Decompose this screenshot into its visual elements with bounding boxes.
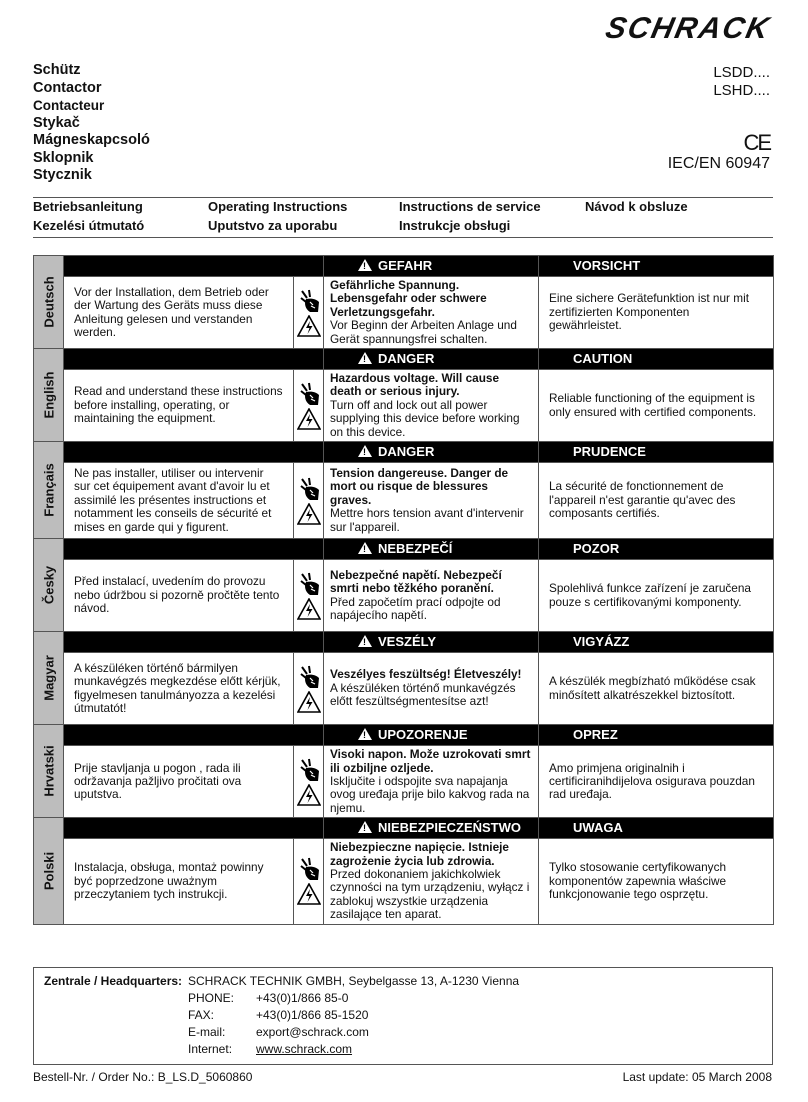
high-voltage-icon — [294, 503, 323, 525]
headquarters-box — [33, 967, 773, 1065]
caution-title: OPREZ — [573, 727, 618, 743]
header-bar — [64, 349, 324, 370]
danger-instruction: A készüléken történő munkavégzés előtt feszültségmentesítse azt! — [330, 680, 516, 709]
caution-title: VORSICHT — [573, 258, 641, 274]
fax-label: FAX: — [188, 1008, 215, 1022]
product-name: Stycznik — [33, 167, 92, 183]
hazard-icons — [294, 463, 324, 539]
language-label: English — [40, 371, 56, 419]
caution-header — [539, 539, 774, 560]
language-label: Česky — [40, 565, 56, 605]
danger-text-cell — [324, 746, 539, 818]
hand-electric-icon — [294, 477, 323, 501]
caution-title: VIGYÁZZ — [573, 634, 630, 650]
hand-electric-icon — [294, 382, 323, 406]
hazard-icons — [294, 653, 324, 725]
fax-value: +43(0)1/866 85-1520 — [256, 1008, 369, 1022]
hand-electric-icon — [294, 572, 323, 596]
hand-electric-icon — [294, 665, 323, 689]
danger-text-cell — [324, 370, 539, 442]
danger-title: DANGER — [378, 444, 435, 460]
last-update: Last update: 05 March 2008 — [622, 1070, 772, 1084]
high-voltage-icon — [294, 598, 323, 620]
company-address: SCHRACK TECHNIK GMBH, Seybelgasse 13, A-1230 Vienna — [188, 974, 520, 988]
intro-text: Ne pas installer, utiliser ou intervenir sur cet équipement avant d'avoir lu et assimilé les présentes instructions et notamment les conseils de sécurité et mises en garde qui y figurent. — [64, 463, 294, 539]
language-label: Français — [40, 463, 56, 517]
header-bar — [64, 632, 324, 653]
hazard-icons — [294, 746, 324, 818]
model-number: LSDD.... — [713, 64, 770, 81]
caution-title: UWAGA — [573, 820, 623, 836]
danger-instruction: Vor Beginn der Arbeiten Anlage und Gerät spannungsfrei schalten. — [330, 318, 517, 346]
phone-label: PHONE: — [188, 991, 235, 1005]
language-label-cell — [34, 256, 64, 349]
danger-title: UPOZORENJE — [378, 727, 468, 743]
language-label: Deutsch — [40, 276, 56, 328]
danger-title: NEBEZPEČÍ — [378, 541, 453, 557]
product-name: Sklopnik — [33, 149, 94, 166]
danger-header — [324, 349, 539, 370]
warning-icon — [358, 352, 372, 364]
intro-text: Instalacja, obsługa, montaż powinny być poprzedzone uważnym przeczytaniem tych instrukcji. — [64, 839, 294, 924]
safety-table — [33, 255, 774, 925]
danger-header — [324, 725, 539, 746]
intro-text: Prije stavljanja u pogon , rada ili održavanja pažljivo pročitati ova uputstva. — [64, 746, 294, 818]
language-label-cell — [34, 818, 64, 924]
hazard-icons — [294, 277, 324, 349]
language-label: Magyar — [40, 655, 56, 701]
language-label-cell — [34, 442, 64, 539]
model-numbers — [713, 64, 770, 100]
ce-mark: CE — [743, 130, 770, 155]
danger-header — [324, 818, 539, 839]
language-label-cell — [34, 539, 64, 632]
caution-title: PRUDENCE — [573, 444, 646, 460]
header-bar — [64, 818, 324, 839]
warning-icon — [358, 635, 372, 647]
danger-warning: Niebezpieczne napięcie. Istnieje zagrożenie życia lub zdrowia. — [330, 840, 509, 868]
high-voltage-icon — [294, 315, 323, 337]
hazard-icons — [294, 839, 324, 924]
hand-electric-icon — [294, 289, 323, 313]
model-number: LSHD.... — [713, 82, 770, 99]
language-label: Polski — [40, 851, 56, 890]
danger-title: GEFAHR — [378, 258, 433, 274]
language-label-cell — [34, 725, 64, 818]
danger-instruction: Isključite i odspojite sva napajanja ovog uređaja prije bilo kakvog rada na njemu. — [330, 773, 530, 815]
danger-header — [324, 256, 539, 277]
headquarters-label: Zentrale / Headquarters: — [44, 974, 183, 988]
language-label: Hrvatski — [40, 745, 56, 797]
caution-title: POZOR — [573, 541, 620, 557]
danger-instruction: Przed dokonaniem jakichkolwiek czynności na tym urządzeniu, wyłącz i zablokuj wszystkie urządzenia zasilające ten aparat. — [330, 866, 530, 922]
instructions-title: Instrukcje obsługi — [399, 218, 511, 233]
product-name: Mágneskapcsoló — [33, 132, 150, 148]
danger-title: VESZÉLY — [378, 634, 437, 650]
email-label: E-mail: — [188, 1025, 226, 1039]
header-bar — [64, 725, 324, 746]
product-name: Contacteur — [33, 98, 105, 113]
danger-title: DANGER — [378, 351, 435, 367]
standard-label: IEC/EN 60947 — [667, 155, 770, 172]
caution-header — [539, 349, 774, 370]
warning-icon — [358, 445, 372, 457]
caution-text: Tylko stosowanie certyfikowanych komponentów zapewnia właściwe funkcjonowanie tego osprzętu. — [539, 839, 774, 924]
danger-text-cell — [324, 653, 539, 725]
danger-warning: Gefährliche Spannung. Lebensgefahr oder schwere Verletzungsgefahr. — [330, 278, 487, 319]
danger-text-cell — [324, 463, 539, 539]
intro-text: Vor der Installation, dem Betrieb oder der Wartung des Geräts muss diese Anleitung gelesen und verstanden werden. — [64, 277, 294, 349]
danger-warning: Nebezpečné napětí. Nebezpečí smrti nebo těžkého poranění. — [330, 567, 502, 596]
hazard-icons — [294, 370, 324, 442]
high-voltage-icon — [294, 408, 323, 430]
warning-icon — [358, 542, 372, 554]
danger-instruction: Mettre hors tension avant d'intervenir sur l'appareil. — [330, 506, 524, 534]
intro-text: Read and understand these instructions before installing, operating, or maintaining the equipment. — [64, 370, 294, 442]
order-number: Bestell-Nr. / Order No.: B_LS.D_5060860 — [33, 1070, 253, 1084]
caution-text: Reliable functioning of the equipment is only ensured with certified components. — [539, 370, 774, 442]
product-names — [33, 62, 150, 185]
product-name: Contactor — [33, 79, 102, 96]
high-voltage-icon — [294, 691, 323, 713]
high-voltage-icon — [294, 883, 323, 905]
header-bar — [64, 442, 324, 463]
caution-text: Spolehlivá funkce zařízení je zaručena pouze s certifikovanými komponenty. — [539, 560, 774, 632]
language-label-cell — [34, 632, 64, 725]
warning-icon — [358, 728, 372, 740]
danger-text-cell — [324, 560, 539, 632]
product-name: Stykač — [33, 114, 80, 131]
email-value: export@schrack.com — [256, 1025, 369, 1039]
hazard-icons — [294, 560, 324, 632]
caution-header — [539, 256, 774, 277]
intro-text: Před instalací, uvedením do provozu nebo údržbou si pozorně pročtěte tento návod. — [64, 560, 294, 632]
danger-title: NIEBEZPIECZEŃSTWO — [378, 820, 522, 836]
language-label-cell — [34, 349, 64, 442]
hand-electric-icon — [294, 857, 323, 881]
product-name: Schütz — [33, 62, 81, 78]
danger-instruction: Před započetím prací odpojte od napájecího napětí. — [330, 594, 501, 622]
danger-text-cell — [324, 839, 539, 924]
instructions-title: Uputstvo za uporabu — [208, 218, 338, 233]
divider — [33, 237, 773, 238]
danger-header — [324, 442, 539, 463]
internet-label: Internet: — [188, 1042, 233, 1056]
caution-header — [539, 632, 774, 653]
caution-text: Eine sichere Gerätefunktion ist nur mit zertifizierten Komponenten gewährleistet. — [539, 277, 774, 349]
intro-text: A készüléken történő bármilyen munkavégzés megkezdése előtt kérjük, figyelmesen tanulmányozza a kezelési útmutatót! — [64, 653, 294, 725]
caution-title: CAUTION — [573, 351, 633, 367]
instructions-title: Kezelési útmutató — [33, 218, 145, 233]
danger-instruction: Turn off and lock out all power supplying this device before working on this device. — [330, 397, 520, 439]
danger-warning: Veszélyes feszültség! Életveszély! — [330, 667, 522, 682]
instructions-title: Návod k obsluze — [585, 199, 688, 214]
warning-icon — [358, 259, 372, 271]
header-bar — [64, 539, 324, 560]
divider — [33, 197, 773, 198]
caution-text: La sécurité de fonctionnement de l'appareil n'est garantie qu'avec des composants certifiés. — [539, 463, 774, 539]
caution-text: A készülék megbízható működése csak minősített alkatrészekkel biztosított. — [539, 653, 774, 725]
instructions-title: Instructions de service — [399, 199, 541, 214]
danger-header — [324, 539, 539, 560]
danger-text-cell — [324, 277, 539, 349]
caution-header — [539, 725, 774, 746]
danger-warning: Tension dangereuse. Danger de mort ou risque de blessures graves. — [330, 466, 509, 507]
caution-header — [539, 442, 774, 463]
hand-electric-icon — [294, 758, 323, 782]
website-link[interactable]: www.schrack.com — [256, 1042, 353, 1056]
high-voltage-icon — [294, 784, 323, 806]
caution-text: Amo primjena originalnih i certificiranihdijelova osigurava pouzdan rad uređaja. — [539, 746, 774, 818]
instructions-title: Betriebsanleitung — [33, 199, 143, 214]
caution-header — [539, 818, 774, 839]
danger-header — [324, 632, 539, 653]
danger-warning: Hazardous voltage. Will cause death or serious injury. — [330, 371, 500, 399]
header-bar — [64, 256, 324, 277]
instructions-title: Operating Instructions — [208, 199, 348, 214]
warning-icon — [358, 821, 372, 833]
phone-value: +43(0)1/866 85-0 — [256, 991, 349, 1005]
danger-warning: Visoki napon. Može uzrokovati smrt ili ozbiljne ozljede. — [330, 747, 531, 775]
brand-logo: SCHRACK — [602, 12, 774, 45]
